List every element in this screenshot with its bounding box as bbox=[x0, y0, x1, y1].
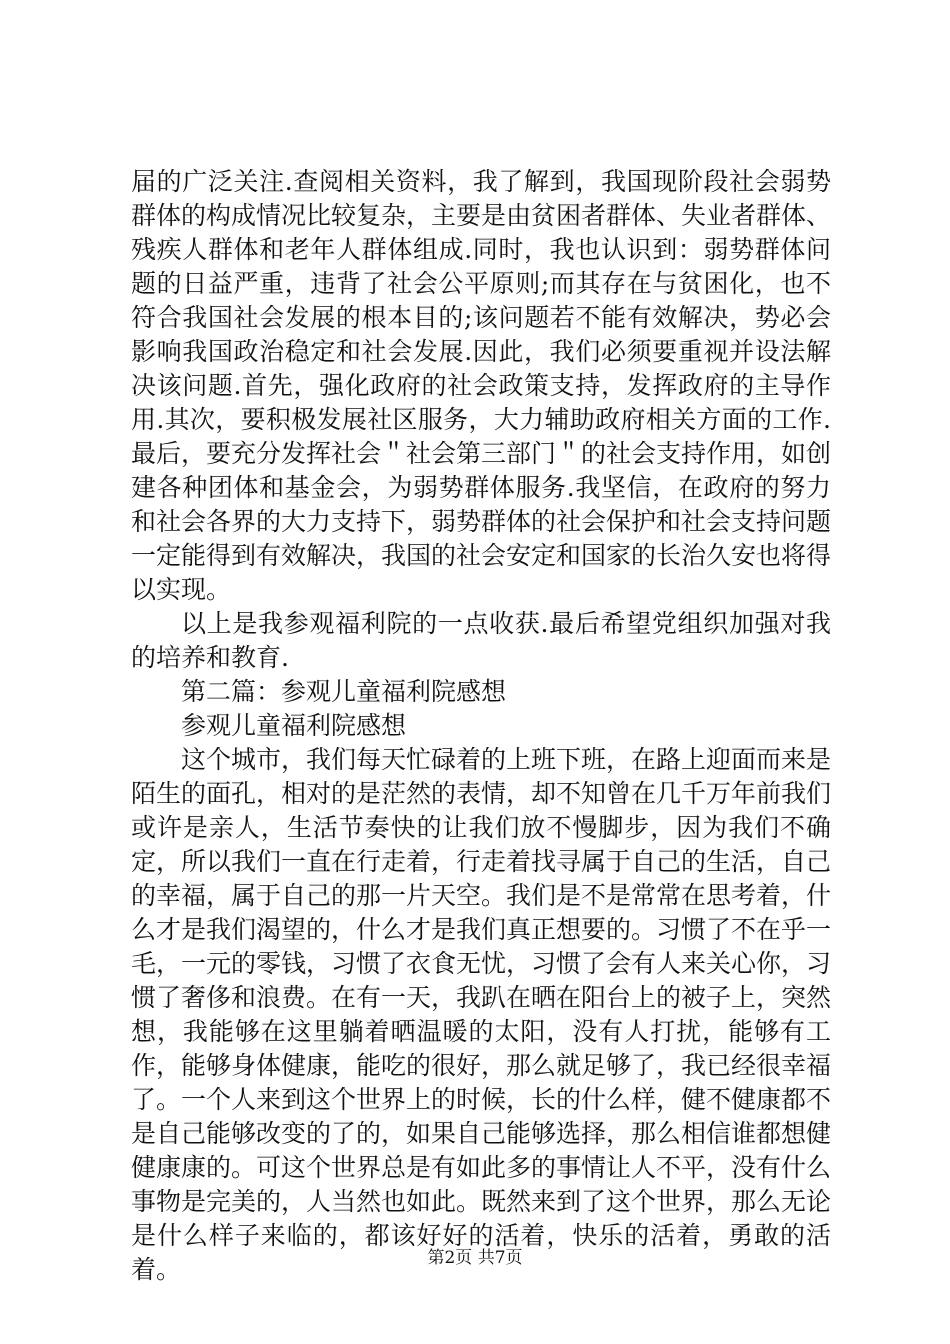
paragraph-2: 以上是我参观福利院的一点收获.最后希望党组织加强对我的培养和教育. bbox=[131, 609, 831, 672]
page-footer: 第2页 共7页 bbox=[427, 1248, 523, 1268]
article-title: 参观儿童福利院感想 bbox=[181, 711, 407, 740]
paragraph-3: 这个城市，我们每天忙碌着的上班下班，在路上迎面而来是陌生的面孔，相对的是茫然的表情，却不知曾在几千万年前我们或许是亲人，生活节奏快的让我们放不慢脚步，因为我们不确定，所以我们一直在行走着，行走着找寻属于自己的生活，自己的幸福，属于自己的那一片天空。我们是不是常常在思考着，什么才是我们渴望的，什么才是我们真正想要的。习惯了不在乎一毛，一元的零钱，习惯了衣食无忧，习惯了会有人来关心你，习惯了奢侈和浪费。在有一天，我趴在晒在阳台上的被子上，突然想，我能够在这里躺着晒温暖的太阳，没有人打扰，能够有工作，能够身体健康，能吃的很好，那么就足够了，我已经很幸福了。一个人来到这个世界上的时候，长的什么样，健不健康都不是自己能够改变的了的，如果自己能够选择，那么相信谁都想健健康康的。可这个世界总是有如此多的事情让人不平，没有什么事物是完美的，人当然也如此。既然来到了这个世界，那么无论是什么样子来临的，都该好好的活着，快乐的活着，勇敢的活着。 bbox=[131, 745, 832, 1284]
paragraph-1: 届的广泛关注.查阅相关资料，我了解到，我国现阶段社会弱势群体的构成情况比较复杂，主要是由贫困者群体、失业者群体、残疾人群体和老年人群体组成.同时，我也认识到：弱势群体问题的日益严重，违背了社会公平原则;而其存在与贫困化，也不符合我国社会发展的根本目的;该问题若不能有效解决，势必会影响我国政治稳定和社会发展.因此，我们必须要重视并设法解决该问题.首先，强化政府的社会政策支持，发挥政府的主导作用.其次，要积极发展社区服务，大力辅助政府相关方面的工作.最后，要充分发挥社会＂社会第三部门＂的社会支持作用，如创建各种团体和基金会，为弱势群体服务.我坚信，在政府的努力和社会各界的大力支持下，弱势群体的社会保护和社会支持问题一定能得到有效解决，我国的社会安定和国家的长治久安也将得以实现。 bbox=[131, 167, 832, 604]
document-body bbox=[131, 165, 831, 1287]
section-heading: 第二篇：参观儿童福利院感想 bbox=[181, 677, 507, 706]
